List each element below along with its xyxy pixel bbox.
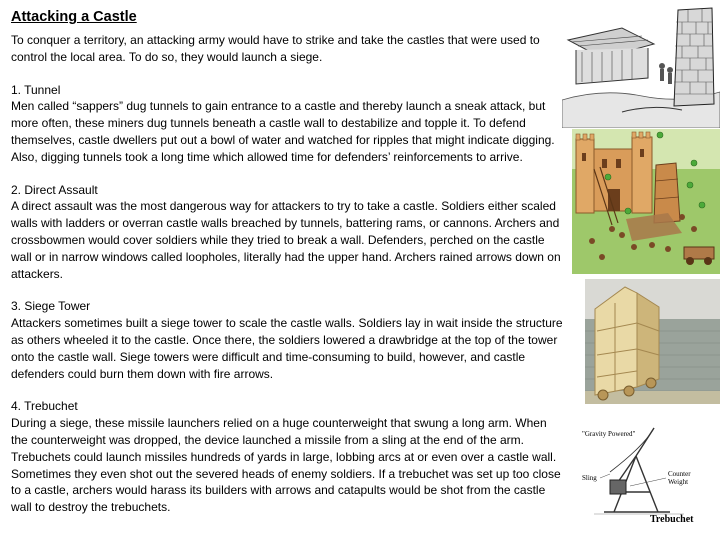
section-tunnel xyxy=(11,82,563,166)
section-body: Attackers sometimes built a siege tower to scale the castle walls. Soldiers lay in wait inside the structure as others wheeled it to the castle. Once there, the soldiers lowered a drawbridge at the top of the tower onto the castle wall. Siege towers were difficult and time-consuming to build, however, and castle defenders could burn them down with fire arrows. xyxy=(11,316,563,381)
section-trebuchet xyxy=(11,398,563,516)
section-direct-assault xyxy=(11,182,563,283)
intro-paragraph: To conquer a territory, an attacking army would have to strike and take the castles that were used to control the local area. To do so, they would launch a siege. xyxy=(11,33,540,64)
counterweight-label-line2: Weight xyxy=(668,478,689,486)
sling-label: Sling xyxy=(582,474,597,482)
article xyxy=(11,8,563,516)
section-body: During a siege, these missile launchers relied on a huge counterweight that swung a long arm. When the counterweight was dropped, the device launched a missile from a sling at the end of the arm. Trebuchets could launch missiles hundreds of yards in large, lobbing arcs at or even over a castle wall. Sometimes they even shot out the severed heads of enemy soldiers. If a trebuchet was set up too close to a castle, archers would harass its builders with arrows and catapults would be shot from the castle wall to destroy the trebuchets. xyxy=(11,416,561,515)
trebuchet-diagram xyxy=(574,416,720,540)
section-body: A direct assault was the most dangerous way for attackers to try to take a castle. Soldiers either scaled walls with ladders or overran castle walls breached by tunnels, battering rams, or cannons. Archers and crossbowmen would cover soldiers while they tried to break a wall. Defenders, perched on the castle wall or in narrow windows called loopholes, literally had the upper hand. Archers rained arrows down on attackers. xyxy=(11,199,561,281)
section-body: Men called “sappers” dug tunnels to gain entrance to a castle and thereby launch a sneak attack, but more often, these miners dug tunnels beneath a castle wall to destabilize and topple it. To defend themselves, castle dwellers put out a bowl of water and watched for ripples that might indicate digging. Also, digging tunnels took a long time which allowed time for defenders’ reinforcements to arrive. xyxy=(11,99,555,164)
diagram-caption: "Gravity Powered" xyxy=(582,430,636,438)
siege-tower-model-image xyxy=(585,279,720,404)
section-siege-tower xyxy=(11,298,563,382)
page-title: Attacking a Castle xyxy=(11,9,137,25)
castle-siege-illustration xyxy=(572,129,720,274)
section-heading: 1. Tunnel xyxy=(11,82,61,97)
section-heading: 4. Trebuchet xyxy=(11,399,78,414)
section-heading: 2. Direct Assault xyxy=(11,182,98,197)
tunnel-sketch-image xyxy=(562,0,720,128)
counterweight-label-line1: Counter xyxy=(668,470,691,478)
section-heading: 3. Siege Tower xyxy=(11,299,91,314)
trebuchet-label: Trebuchet xyxy=(650,514,694,525)
